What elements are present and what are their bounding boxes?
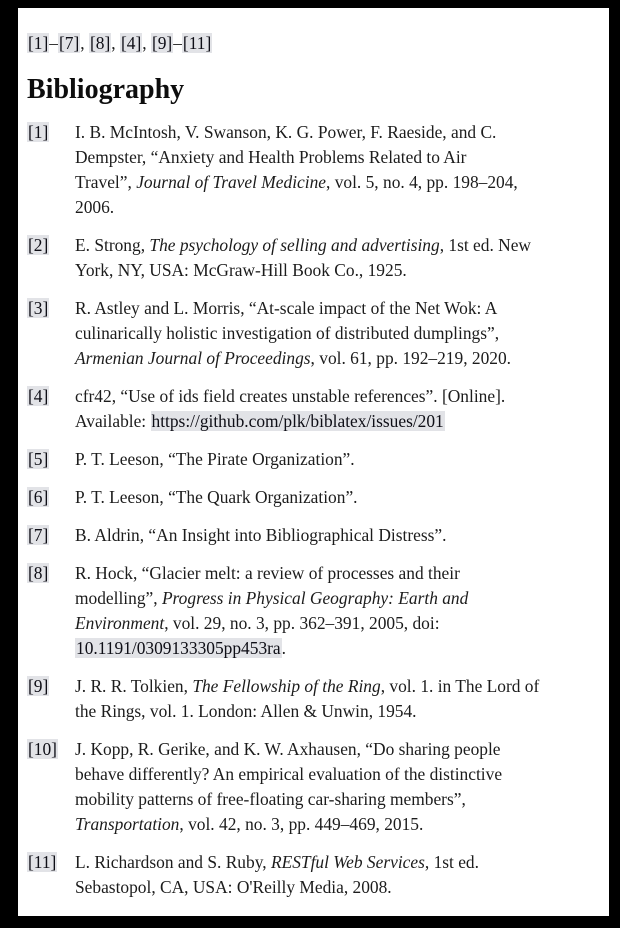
reference-label-cell — [27, 120, 75, 220]
text-run: , vol. 61, pp. 192–219, 2020. — [310, 348, 512, 368]
citation-link-8[interactable]: [8] — [89, 33, 111, 53]
reference-label[interactable]: [8] — [28, 563, 49, 583]
text-run: , vol. 5, no. 4, pp. 198–204, — [326, 172, 518, 192]
reference-text — [75, 523, 592, 548]
reference-label-cell — [27, 674, 75, 724]
reference-label[interactable]: [3] — [28, 298, 49, 318]
text-run: mobility patterns of free-floating car-sharing members”, — [75, 789, 466, 809]
reference-label-cell — [27, 296, 75, 371]
reference-item — [27, 120, 592, 220]
reference-text — [75, 296, 592, 371]
page-title: Bibliography — [27, 74, 185, 105]
text-run: , — [142, 33, 151, 53]
text-run: Available: — [75, 411, 151, 431]
reference-text — [75, 120, 592, 220]
url-link-biblatex-issue[interactable]: https://github.com/plk/biblatex/issues/201 — [151, 411, 444, 431]
reference-label[interactable]: [10] — [28, 739, 57, 759]
reference-item — [27, 447, 592, 472]
reference-label[interactable]: [1] — [28, 122, 49, 142]
text-run: R. Astley and L. Morris, “At-scale impact of the Net Wok: A — [75, 298, 498, 318]
reference-label[interactable]: [7] — [28, 525, 49, 545]
text-run: , vol. 1. in The Lord of — [380, 676, 540, 696]
citation-link-9[interactable]: [9] — [151, 33, 173, 53]
reference-item — [27, 384, 592, 434]
text-run: Travel”, — [75, 172, 137, 192]
reference-text — [75, 384, 592, 434]
text-run: – — [173, 33, 182, 53]
text-run: R. Hock, “Glacier melt: a review of processes and their — [75, 563, 460, 583]
reference-label[interactable]: [11] — [28, 852, 57, 872]
reference-label-cell — [27, 485, 75, 510]
text-run: , vol. 29, no. 3, pp. 362–391, 2005, doi: — [164, 613, 440, 633]
text-run: 2006. — [75, 197, 115, 217]
text-run: modelling”, — [75, 588, 162, 608]
reference-item — [27, 561, 592, 661]
reference-label-cell — [27, 233, 75, 283]
text-run: J. R. R. Tolkien, — [75, 676, 193, 696]
text-run: B. Aldrin, “An Insight into Bibliographical Distress”. — [75, 525, 447, 545]
reference-text — [75, 737, 592, 837]
reference-label[interactable]: [2] — [28, 235, 49, 255]
text-run: – — [49, 33, 58, 53]
text-run: the Rings, vol. 1. London: Allen & Unwin, 1954. — [75, 701, 417, 721]
bibliography-list — [27, 120, 592, 900]
reference-text — [75, 447, 592, 472]
text-run: Transportation — [75, 814, 180, 834]
citation-line — [27, 31, 592, 56]
reference-label[interactable]: [4] — [28, 386, 49, 406]
text-run: York, NY, USA: McGraw-Hill Book Co., 1925. — [75, 260, 407, 280]
reference-item — [27, 850, 592, 900]
reference-item — [27, 737, 592, 837]
text-run: . — [281, 638, 287, 658]
reference-text — [75, 233, 592, 283]
reference-label[interactable]: [9] — [28, 676, 49, 696]
citation-link-4[interactable]: [4] — [120, 33, 142, 53]
reference-label-cell — [27, 737, 75, 837]
text-run: Sebastopol, CA, USA: O'Reilly Media, 2008. — [75, 877, 392, 897]
text-run: Environment — [75, 613, 165, 633]
reference-label-cell — [27, 850, 75, 900]
citation-link-11[interactable]: [11] — [182, 33, 212, 53]
citation-link-1[interactable]: [1] — [28, 33, 49, 53]
text-run: E. Strong, — [75, 235, 150, 255]
text-run: I. B. McIntosh, V. Swanson, K. G. Power, F. Raeside, and C. — [75, 122, 497, 142]
reference-label-cell — [27, 447, 75, 472]
reference-label-cell — [27, 523, 75, 548]
text-run: RESTful Web Services — [270, 852, 425, 872]
reference-item — [27, 674, 592, 724]
reference-text — [75, 850, 592, 900]
reference-item — [27, 296, 592, 371]
reference-label-cell — [27, 384, 75, 434]
reference-item — [27, 233, 592, 283]
reference-label[interactable]: [6] — [28, 487, 49, 507]
reference-text — [75, 674, 592, 724]
reference-text — [75, 561, 592, 661]
text-run: culinarically holistic investigation of distributed dumplings”, — [75, 323, 500, 343]
text-run: cfr42, “Use of ids field creates unstable references”. [Online]. — [75, 386, 506, 406]
reference-label-cell — [27, 561, 75, 661]
text-run: The Fellowship of the Ring — [192, 676, 381, 696]
text-run: , vol. 42, no. 3, pp. 449–469, 2015. — [179, 814, 424, 834]
text-run: , — [111, 33, 120, 53]
text-run: P. T. Leeson, “The Pirate Organization”. — [75, 449, 355, 469]
doi-link-glacier-melt[interactable]: 10.1191/0309133305pp453ra — [76, 638, 281, 658]
text-run: L. Richardson and S. Ruby, — [75, 852, 271, 872]
text-run: The psychology of selling and advertising — [149, 235, 440, 255]
text-run: , 1st ed. New — [439, 235, 531, 255]
reference-text — [75, 485, 592, 510]
text-run: , — [80, 33, 89, 53]
reference-item — [27, 523, 592, 548]
text-run: behave differently? An empirical evaluation of the distinctive — [75, 764, 503, 784]
reference-item — [27, 485, 592, 510]
text-run: , 1st ed. — [424, 852, 479, 872]
document-page — [18, 8, 609, 916]
text-run: Dempster, “Anxiety and Health Problems Related to Air — [75, 147, 467, 167]
text-run: P. T. Leeson, “The Quark Organization”. — [75, 487, 358, 507]
text-run: Progress in Physical Geography: Earth and — [161, 588, 469, 608]
text-run: Armenian Journal of Proceedings — [75, 348, 311, 368]
citation-link-7[interactable]: [7] — [58, 33, 80, 53]
text-run: J. Kopp, R. Gerike, and K. W. Axhausen, “Do sharing people — [75, 739, 501, 759]
text-run: Journal of Travel Medicine — [136, 172, 326, 192]
reference-label[interactable]: [5] — [28, 449, 49, 469]
